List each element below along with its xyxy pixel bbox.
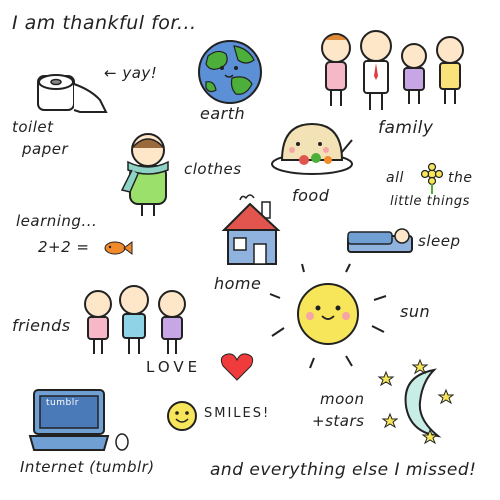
little-things-all: all (386, 170, 404, 186)
star-icon (439, 390, 453, 403)
stars-label: +stars (312, 412, 365, 430)
friends-icon (80, 282, 200, 362)
learning-label: learning... (16, 212, 98, 230)
smiles-label: SMILES! (204, 406, 271, 421)
closing-line: and everything else I missed! (210, 460, 477, 480)
friends-label: friends (12, 316, 71, 335)
yay-note: ← yay! (104, 64, 158, 82)
page-title: I am thankful for... (12, 12, 197, 34)
food-label: food (292, 186, 330, 205)
heart-icon (220, 352, 254, 382)
home-label: home (214, 274, 262, 293)
paper-label: paper (22, 140, 69, 158)
clothes-icon (114, 132, 184, 222)
sleep-label: sleep (418, 232, 461, 250)
math-label: 2+2 = (38, 238, 90, 256)
star-icon (383, 414, 397, 427)
little-things-label: little things (390, 194, 470, 209)
star-icon (379, 372, 393, 385)
food-icon (270, 120, 360, 180)
clothes-label: clothes (184, 160, 242, 178)
earth-icon (196, 38, 266, 108)
little-things-the: the (448, 170, 473, 186)
flower-icon (420, 164, 444, 194)
star-icon (413, 360, 427, 373)
sun-label: sun (400, 302, 431, 321)
house-icon (220, 188, 290, 268)
toilet-label: toilet (12, 118, 54, 136)
fish-icon (104, 240, 134, 256)
computer-icon (28, 388, 138, 458)
family-icon (314, 26, 474, 116)
earth-label: earth (200, 104, 246, 123)
family-label: family (378, 118, 434, 138)
smiley-icon (166, 400, 198, 432)
moon-icon (372, 356, 482, 446)
tumblr-screen: tumblr (46, 398, 79, 408)
love-label: LOVE (146, 358, 202, 376)
moon-label: moon (320, 390, 365, 408)
internet-label: Internet (tumblr) (20, 458, 155, 476)
bed-icon (346, 226, 416, 256)
